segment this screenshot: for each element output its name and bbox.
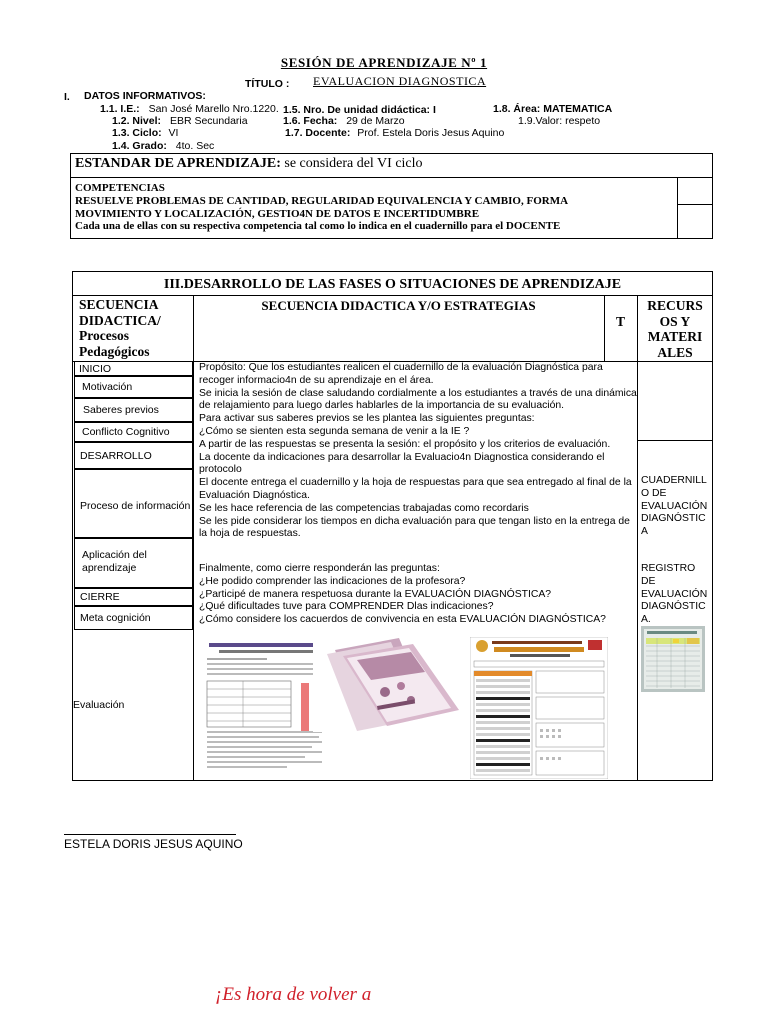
fecha-row (283, 115, 405, 127)
titulo-label: TÍTULO : (245, 78, 290, 90)
resource-line: A. (641, 614, 651, 626)
closing-line: ¿Cómo considere los cacuerdos de convivencia en esta EVALUACIÓN DIAGNÓSTICA? (199, 614, 606, 626)
col-header-line: Procesos (79, 328, 129, 343)
resource-line: O DE (641, 487, 667, 499)
signature-name: ESTELA DORIS JESUS AQUINO (64, 837, 243, 851)
resource-registro (641, 563, 707, 627)
process-label: CIERRE (80, 591, 120, 603)
process-evaluacion: Evaluación (73, 699, 125, 711)
resource-line: DIAGNÓSTIC (641, 601, 706, 613)
divider (72, 295, 713, 296)
nivel-value: EBR Secundaria (169, 115, 248, 127)
process-motivacion (74, 376, 193, 398)
strategy-line: Se inicia la sesión de clase saludando cordialmente a los estudiantes a través de una dinámica (199, 387, 637, 399)
fecha-label: 1.6. Fecha: (283, 115, 338, 127)
valor: 1.9.Valor: respeto (518, 115, 601, 127)
col-header-line: OS Y (659, 313, 691, 329)
strategy-text (199, 362, 637, 541)
strategy-line: Evaluación Diagnóstica. (199, 489, 310, 501)
process-label: Motivación (82, 381, 133, 393)
divider (637, 295, 638, 781)
process-desarrollo (74, 442, 193, 469)
divider (677, 177, 678, 239)
area: 1.8. Área: MATEMATICA (493, 103, 613, 115)
col-header-line: Pedagógicos (79, 343, 150, 359)
col-header-estrategias: SECUENCIA DIDACTICA Y/O ESTRATEGIAS (261, 298, 536, 313)
competencias-title: COMPETENCIAS (75, 182, 165, 194)
resource-line: EVALUACIÓN (641, 588, 708, 600)
strategy-line: A partir de las respuestas se presenta la sesión: el propósito y los criterios de evaluación. (199, 438, 611, 450)
col-header-line: DIDACTICA/ (79, 312, 161, 328)
ie-row (100, 103, 279, 115)
process-meta (74, 606, 193, 630)
ciclo-value: VI (168, 127, 179, 139)
col-header-line: ALES (657, 344, 693, 360)
resource-line: EVALUACIÓN (641, 500, 708, 512)
process-cierre (74, 588, 193, 606)
process-saberes (74, 398, 193, 422)
process-label: Aplicación del (82, 549, 147, 561)
strategy-line: la hoja de respuestas. (199, 528, 301, 540)
strategy-line: Se les pide considerar los tiempos en dicha evaluación para que tengan listo en la entrega de (199, 515, 630, 527)
process-label: aprendizaje (82, 562, 137, 574)
process-label: Saberes previos (83, 404, 159, 416)
answer-sheet-thumbnail (470, 637, 608, 779)
process-proceso (74, 469, 193, 538)
strategy-line: de relajamiento para luego darles hablarles de la importancia de su evaluación. (199, 400, 565, 412)
register-thumbnail (641, 626, 705, 692)
process-label: Meta cognición (80, 612, 151, 624)
competencias-line: Cada una de ellas con su respectiva competencia tal como lo indica en el cuadernillo para el DOCENTE (75, 220, 561, 233)
unidad: 1.5. Nro. De unidad didáctica: I (283, 104, 436, 116)
closing-line: Finalmente, como cierre responderán las preguntas: (199, 563, 440, 574)
closing-line: ¿Participé de manera respetuosa durante la EVALUACIÓN DIAGNÓSTICA? (199, 588, 552, 600)
strategy-line: protocolo (199, 464, 242, 476)
estandar-row (75, 156, 423, 172)
strategy-line: El docente entrega el cuadernillo y la hoja de respuestas para que sea entregado al final de la (199, 477, 632, 489)
grado-label: 1.4. Grado: (112, 140, 167, 152)
docente-row (285, 127, 504, 139)
process-label: Proceso de información (80, 500, 191, 512)
desarrollo-title: III.DESARROLLO DE LAS FASES O SITUACIONES DE APRENDIZAJE (163, 277, 622, 292)
worksheet-thumbnail (203, 639, 330, 779)
titulo-value: EVALUACION DIAGNOSTICA (313, 74, 487, 88)
resource-line: REGISTRO (641, 563, 696, 574)
signature-line (64, 834, 236, 835)
divider (677, 204, 713, 205)
divider (70, 177, 713, 178)
nivel-row (112, 115, 248, 127)
process-inicio (74, 361, 193, 376)
col-header-line: RECURS (647, 298, 703, 313)
competencias-line: RESUELVE PROBLEMAS DE CANTIDAD, REGULARIDAD EQUIVALENCIA Y CAMBIO, FORMA (75, 194, 569, 207)
nivel-label: 1.2. Nivel: (112, 115, 162, 127)
process-label: Conflicto Cognitivo (82, 426, 170, 438)
ciclo-label: 1.3. Ciclo: (112, 127, 162, 139)
fecha-value: 29 de Marzo (346, 115, 405, 127)
closing-line: ¿He podido comprender las indicaciones de la profesora? (199, 575, 466, 587)
divider (193, 295, 194, 781)
ie-label: 1.1. I.E.: (100, 103, 140, 115)
ie-value: San José Marello Nro.1220. (148, 103, 279, 115)
resource-line: CUADERNILL (641, 475, 707, 486)
strategy-line: La docente da indicaciones para desarrollar la Evaluacio4n Diagnostica considerando el (199, 451, 605, 463)
process-label: DESARROLLO (80, 450, 152, 462)
docente-value: Prof. Estela Doris Jesus Aquino (357, 127, 505, 139)
closing-line: ¿Qué dificultades tuve para COMPRENDER Dlas indicaciones? (199, 601, 494, 613)
closing-text (199, 563, 606, 627)
strategy-line: recoger informacio4n de su aprendizaje en el área. (199, 374, 434, 386)
col-header-line: SECUENCIA (79, 297, 159, 312)
competencias-line: MOVIMIENTO Y LOCALIZACIÓN, GESTIO4N DE DATOS E INCERTIDUMBRE (75, 207, 480, 220)
divider (637, 440, 713, 441)
resource-cuadernillo (641, 475, 707, 539)
col-header-tiempo: T (615, 314, 625, 329)
ciclo-row (112, 127, 178, 139)
strategy-line: Propósito: Que los estudiantes realicen el cuadernillo de la evaluación Diagnóstica para (199, 362, 603, 373)
resource-line: DE (641, 575, 656, 587)
estandar-label: ESTANDAR DE APRENDIZAJE: (75, 156, 281, 171)
resource-line: DIAGNÓSTIC (641, 513, 706, 525)
process-label: INICIO (79, 363, 112, 375)
strategy-line: Se les hace referencia de las competencias trabajadas como recordaris (199, 502, 529, 514)
docente-label: 1.7. Docente: (285, 127, 351, 139)
datos-title: DATOS INFORMATIVOS: (84, 90, 206, 102)
process-conflicto (74, 422, 193, 442)
competencias-block (75, 182, 568, 233)
process-aplicacion (74, 538, 193, 588)
booklets-thumbnail (313, 636, 471, 732)
strategy-line: Para activar sus saberes previos se les plantea las siguientes preguntas: (199, 413, 535, 425)
col-header-recursos (637, 298, 713, 360)
page-title: SESIÓN DE APRENDIZAJE Nº 1 (280, 55, 488, 70)
col-header-secuencia (79, 297, 161, 359)
grado-row (112, 140, 214, 152)
col-header-line: MATERI (647, 329, 703, 344)
grado-value: 4to. Sec (175, 140, 215, 152)
section-number: I. (64, 91, 70, 103)
strategy-line: ¿Cómo se sienten esta segunda semana de venir a la IE ? (199, 425, 470, 437)
resource-line: A (641, 526, 648, 538)
footer-text: ¡Es hora de volver a (215, 984, 372, 1005)
estandar-text: se considera del VI ciclo (284, 156, 423, 171)
